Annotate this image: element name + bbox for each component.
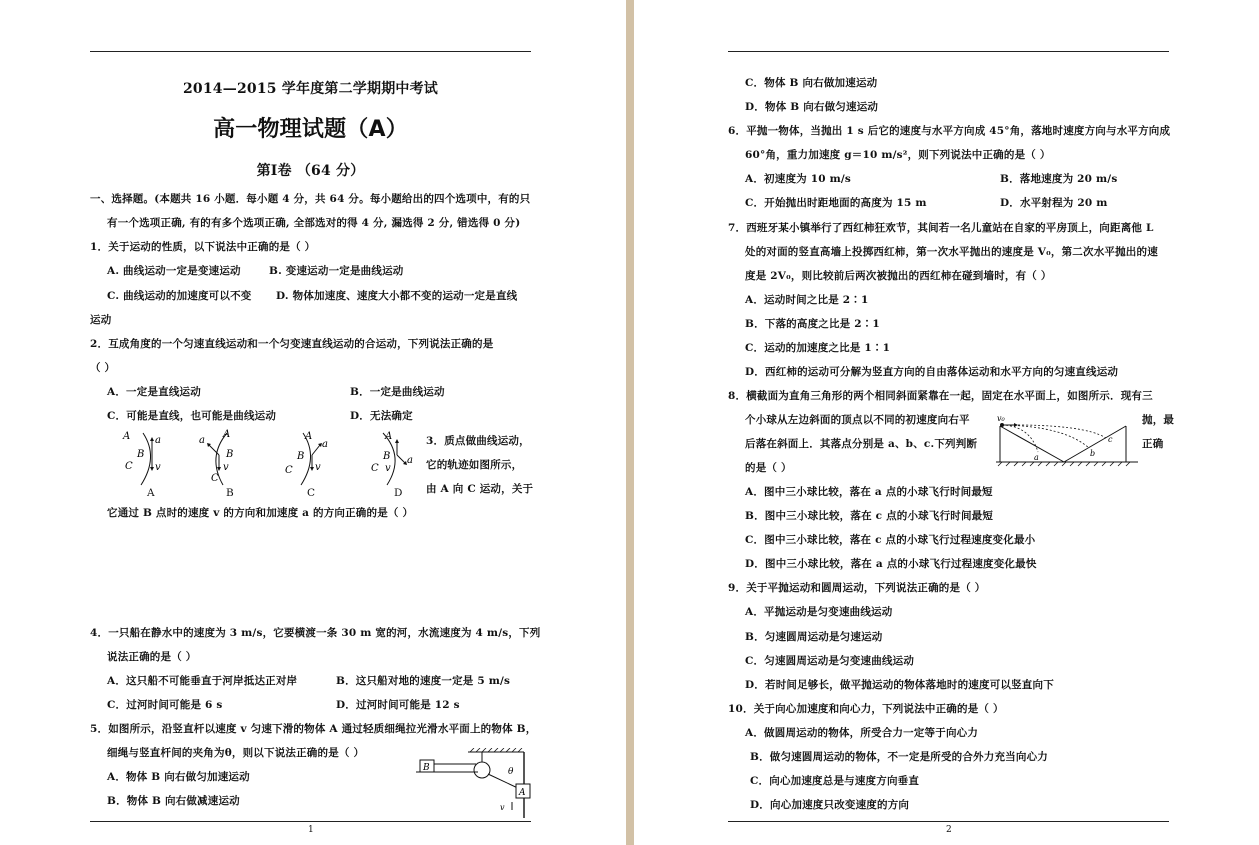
- q6-option-b: B．落地速度为 20 m/s: [1000, 173, 1118, 185]
- q9-stem: 9．关于平抛运动和圆周运动，下列说法正确的是（ ）: [728, 582, 986, 594]
- q1-option-d: D. 物体加速度、速度大小都不变的运动一定是直线: [276, 290, 518, 302]
- q3-stem-line-1: 3．质点做曲线运动，: [426, 435, 530, 447]
- q8-stem-cont-2b: 正确: [1142, 438, 1164, 450]
- svg-text:A: A: [519, 788, 526, 798]
- q10-option-b: B．做匀速圆周运动的物体，不一定是所受的合外力充当向心力: [750, 751, 1048, 763]
- instructions-line-1: 一、选择题。(本题共 16 小题．每小题 4 分，共 64 分。每小题给出的四个选项中，有的只: [90, 193, 531, 205]
- q9-option-c: C．匀速圆周运动是匀变速曲线运动: [745, 655, 915, 667]
- q3-figure-a: [122, 431, 161, 485]
- q5-pulley-figure: [412, 748, 532, 820]
- top-rule: [90, 51, 531, 52]
- q5-option-a: A．物体 B 向右做匀加速运动: [107, 771, 250, 783]
- q3-figure-label-d: D: [394, 487, 403, 499]
- q6-option-a: A．初速度为 10 m/s: [745, 173, 852, 185]
- q6-stem-cont: 60°角，重力加速度 g＝10 m/s²，则下列说法中正确的是（ ）: [745, 149, 1051, 161]
- q7-stem: 7．西班牙某小镇举行了西红柿狂欢节，其间若一名儿童站在自家的平房顶上，向距离他 L: [728, 222, 1154, 234]
- q8-stem-cont-3: 的是（ ）: [745, 462, 792, 474]
- q5-stem: 5．如图所示，沿竖直杆以速度 v 匀速下滑的物体 A 通过轻质细绳拉光滑水平面上的物体 B，: [90, 723, 537, 735]
- section-title: 第Ⅰ卷 （64 分）: [256, 163, 365, 179]
- svg-text:B: B: [226, 449, 234, 460]
- q6-option-c: C．开始抛出时距地面的高度为 15 m: [745, 197, 927, 209]
- q10-stem: 10．关于向心加速度和向心力，下列说法中正确的是（ ）: [728, 703, 1004, 715]
- q8-stem-cont-1a: 个小球从左边斜面的顶点以不同的初速度向右平: [745, 414, 970, 426]
- svg-text:B: B: [423, 763, 430, 773]
- q4-option-b: B．这只船对地的速度一定是 5 m/s: [336, 675, 511, 687]
- q3-figure-d: [371, 431, 413, 485]
- svg-text:A: A: [123, 431, 131, 442]
- svg-text:C: C: [285, 465, 293, 476]
- instructions-line-2: 有一个选项正确, 有的有多个选项正确, 全部选对的得 4 分, 漏选得 2 分, 错选得 0 分): [107, 217, 521, 229]
- q8-option-c: C．图中三小球比较，落在 c 点的小球飞行过程速度变化最小: [745, 534, 1036, 546]
- svg-text:c: c: [1108, 435, 1113, 444]
- q8-incline-figure: [994, 412, 1140, 468]
- q4-stem-cont: 说法正确的是（ ）: [107, 651, 197, 663]
- svg-text:θ: θ: [508, 767, 514, 777]
- q5-stem-cont: 细绳与竖直杆间的夹角为θ，则以下说法正确的是（ ）: [107, 747, 365, 759]
- q4-stem: 4．一只船在静水中的速度为 3 m/s，它要横渡一条 30 m 宽的河，水流速度为 4 m/s，下列: [90, 627, 541, 639]
- svg-text:a: a: [322, 439, 328, 450]
- q7-option-a: A．运动时间之比是 2∶1: [745, 294, 869, 306]
- q4-option-a: A．这只船不可能垂直于河岸抵达正对岸: [107, 675, 298, 687]
- q10-option-a: A．做圆周运动的物体，所受合力一定等于向心力: [745, 727, 979, 739]
- q10-option-d: D．向心加速度只改变速度的方向: [750, 799, 910, 811]
- q3-figure-c: [285, 431, 328, 485]
- q9-option-d: D．若时间足够长，做平抛运动的物体落地时的速度可以竖直向下: [745, 679, 1054, 691]
- q2-option-d: D．无法确定: [350, 410, 413, 422]
- q3-trajectory-figures: [115, 425, 425, 501]
- svg-text:C: C: [371, 463, 379, 474]
- q2-stem: 2．互成角度的一个匀速直线运动和一个匀变速直线运动的合运动，下列说法正确的是: [90, 338, 494, 350]
- svg-text:B: B: [137, 449, 145, 460]
- q3-figure-b: [199, 429, 233, 485]
- q3-stem-line-4: 它通过 B 点时的速度 v 的方向和加速度 a 的方向正确的是（ ）: [107, 507, 414, 519]
- q6-stem: 6．平抛一物体，当抛出 1 s 后它的速度与水平方向成 45°角，落地时速度方向与水平方向成: [728, 125, 1171, 137]
- svg-text:A: A: [385, 431, 393, 442]
- exam-year-title: 2014—2015 学年度第二学期期中考试: [182, 81, 438, 97]
- q1-stem: 1．关于运动的性质，以下说法中正确的是（ ）: [90, 241, 316, 253]
- q2-option-a: A．一定是直线运动: [107, 386, 201, 398]
- q8-stem-cont-1b: 抛，最: [1142, 414, 1175, 426]
- svg-text:C: C: [125, 461, 133, 472]
- svg-text:A: A: [305, 431, 313, 442]
- svg-text:a: a: [155, 435, 161, 446]
- q9-option-b: B．匀速圆周运动是匀速运动: [745, 631, 883, 643]
- q7-option-b: B．下落的高度之比是 2∶1: [745, 318, 880, 330]
- q5-option-b: B．物体 B 向右做减速运动: [107, 795, 240, 807]
- bottom-rule: [90, 821, 531, 822]
- q8-stem: 8．横截面为直角三角形的两个相同斜面紧靠在一起，固定在水平面上，如图所示．现有三: [728, 390, 1153, 402]
- exam-main-title: 高一物理试题（A）: [213, 117, 408, 142]
- svg-text:a: a: [1034, 453, 1039, 462]
- page-gutter: [626, 0, 634, 845]
- q5-option-c: C．物体 B 向右做加速运动: [745, 77, 878, 89]
- q5-option-d: D．物体 B 向右做匀速运动: [745, 101, 879, 113]
- svg-text:v: v: [385, 463, 391, 474]
- q8-stem-cont-2a: 后落在斜面上．其落点分别是 a、b、c.下列判断: [745, 438, 978, 450]
- q8-option-b: B．图中三小球比较，落在 c 点的小球飞行时间最短: [745, 510, 994, 522]
- q3-stem-line-2: 它的轨迹如图所示，: [426, 459, 523, 471]
- q1-option-a: A. 曲线运动一定是变速运动: [107, 265, 241, 277]
- q8-option-d: D．图中三小球比较，落在 a 点的小球飞行过程速度变化最快: [745, 558, 1037, 570]
- q2-paren: （ ）: [90, 362, 116, 374]
- q2-option-b: B．一定是曲线运动: [350, 386, 445, 398]
- page-number-1: 1: [308, 825, 314, 835]
- bottom-rule: [728, 821, 1169, 822]
- svg-text:v: v: [315, 462, 321, 473]
- q3-figure-label-c: C: [307, 487, 316, 499]
- q9-option-a: A．平抛运动是匀变速曲线运动: [745, 606, 893, 618]
- svg-text:C: C: [211, 473, 219, 484]
- q8-option-a: A．图中三小球比较，落在 a 点的小球飞行时间最短: [745, 486, 993, 498]
- q1-option-d-cont: 运动: [90, 314, 112, 326]
- q7-stem-cont-2: 度是 2V₀，则比较前后两次被抛出的西红柿在碰到墙时，有（ ）: [745, 270, 1052, 282]
- q1-option-c: C. 曲线运动的加速度可以不变: [107, 290, 252, 302]
- q7-option-d: D．西红柿的运动可分解为竖直方向的自由落体运动和水平方向的匀速直线运动: [745, 366, 1119, 378]
- svg-text:v₀: v₀: [997, 414, 1005, 423]
- exam-page-1: [0, 0, 626, 845]
- svg-text:a: a: [407, 455, 413, 466]
- svg-text:A: A: [223, 429, 231, 440]
- q4-option-c: C．过河时间可能是 6 s: [107, 699, 223, 711]
- svg-text:B: B: [383, 451, 391, 462]
- page-number-2: 2: [946, 825, 952, 835]
- exam-page-2: [634, 0, 1259, 845]
- q3-figure-label-b: B: [226, 487, 234, 499]
- svg-text:v: v: [223, 462, 229, 473]
- svg-text:B: B: [297, 451, 305, 462]
- svg-text:b: b: [1090, 449, 1096, 458]
- q1-option-b: B. 变速运动一定是曲线运动: [269, 265, 404, 277]
- q4-option-d: D．过河时间可能是 12 s: [336, 699, 460, 711]
- q7-option-c: C．运动的加速度之比是 1∶1: [745, 342, 891, 354]
- q10-option-c: C．向心加速度总是与速度方向垂直: [750, 775, 920, 787]
- q2-option-c: C．可能是直线，也可能是曲线运动: [107, 410, 277, 422]
- svg-text:v: v: [155, 462, 161, 473]
- svg-text:a: a: [199, 435, 205, 446]
- q3-figure-label-a: A: [147, 487, 155, 499]
- q7-stem-cont-1: 处的对面的竖直高墙上投掷西红柿，第一次水平抛出的速度是 V₀，第二次水平抛出的速: [745, 246, 1158, 258]
- q6-option-d: D．水平射程为 20 m: [1000, 197, 1108, 209]
- svg-text:v: v: [500, 803, 505, 812]
- q3-stem-line-3: 由 A 向 C 运动，关于: [426, 483, 534, 495]
- top-rule: [728, 51, 1169, 52]
